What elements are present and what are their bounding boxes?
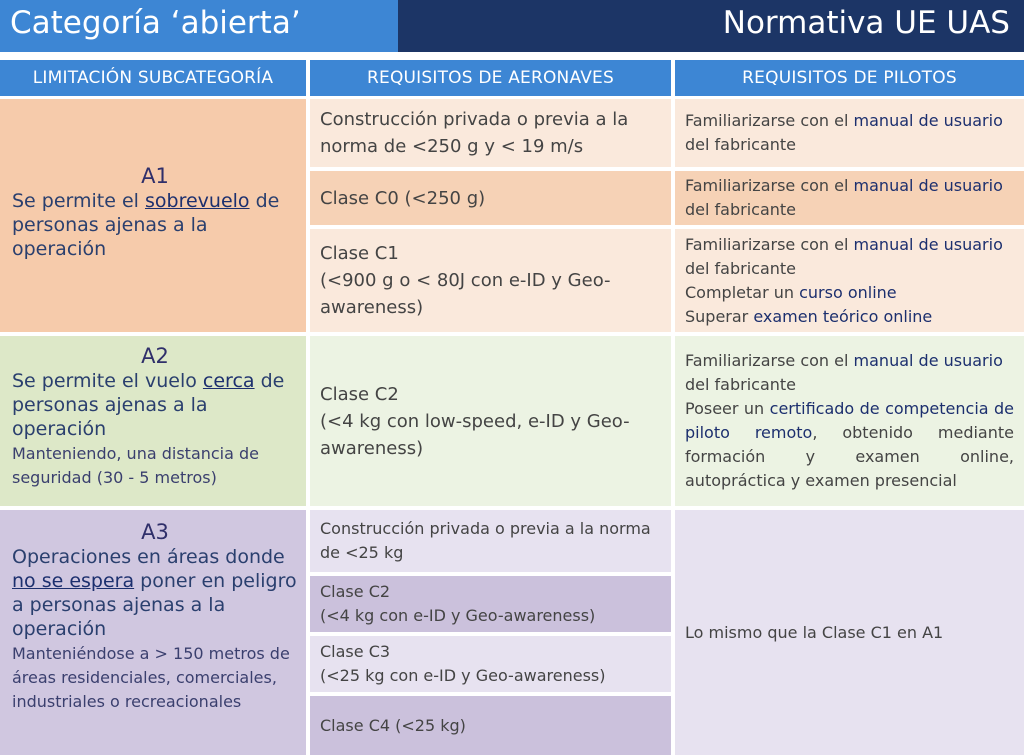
a2-limitation-cell [0, 336, 306, 506]
a1-aircraft-c1: Clase C1 (<900 g o < 80J con e-ID y Geo- awareness) [310, 229, 671, 332]
a2-aircraft-c2: Clase C2 (<4 kg con low-speed, e-ID y Geo- awareness) [310, 336, 671, 506]
slide-subtitle: Normativa UE UAS [398, 0, 1024, 52]
a1-description: Se permite el sobrevuelo de personas ajenas a la operación [12, 190, 280, 260]
a1-pilots-private: Familiarizarse con el manual de usuario del fabricante [675, 99, 1024, 167]
a3-pilots-cell: Lo mismo que la Clase C1 en A1 [675, 510, 1024, 755]
a3-description: Operaciones en áreas donde no se espera poner en peligro a personas ajenas a la operación [12, 546, 297, 640]
a3-aircraft-c2: Clase C2 (<4 kg con e-ID y Geo-awareness) [310, 576, 671, 632]
a3-aircraft-c3: Clase C3 (<25 kg con e-ID y Geo-awareness) [310, 636, 671, 692]
a2-title: A2 [141, 344, 169, 368]
header-subcategory: LIMITACIÓN SUBCATEGORÍA [0, 60, 306, 96]
a2-pilots-cell: Familiarizarse con el manual de usuario del fabricante Poseer un certificado de competencia de piloto remoto, obtenido mediante formación y examen online, autopráctica y examen presencial [675, 336, 1024, 506]
a3-emphasis: no se espera [12, 570, 135, 592]
a2-note: Manteniendo, una distancia de seguridad (30 - 5 metros) [12, 444, 260, 487]
a1-limitation-cell [0, 99, 306, 332]
a2-description: Se permite el vuelo cerca de personas ajenas a la operación [12, 370, 285, 440]
a1-pilots-c0: Familiarizarse con el manual de usuario del fabricante [675, 171, 1024, 225]
a3-title: A3 [141, 520, 169, 544]
a1-aircraft-c0: Clase C0 (<250 g) [310, 171, 671, 225]
slide-title: Categoría ‘abierta’ [0, 0, 398, 52]
a1-aircraft-private: Construcción privada o previa a la norma de <250 g y < 19 m/s [310, 99, 671, 167]
a3-aircraft-private: Construcción privada o previa a la norma de <25 kg [310, 510, 671, 572]
title-bar [0, 0, 1024, 52]
a1-emphasis: sobrevuelo [145, 190, 250, 212]
a1-pilots-c1: Familiarizarse con el manual de usuario del fabricante Completar un curso online Superar examen teórico online [675, 229, 1024, 332]
a2-emphasis: cerca [202, 370, 255, 392]
a1-title: A1 [141, 164, 169, 188]
a3-aircraft-c4: Clase C4 (<25 kg) [310, 696, 671, 755]
a3-note: Manteniéndose a > 150 metros de áreas residenciales, comerciales, industriales o recreacionales [12, 644, 290, 711]
header-pilots: REQUISITOS DE PILOTOS [675, 60, 1024, 96]
a3-limitation-cell [0, 510, 306, 755]
header-aircraft: REQUISITOS DE AERONAVES [310, 60, 671, 96]
